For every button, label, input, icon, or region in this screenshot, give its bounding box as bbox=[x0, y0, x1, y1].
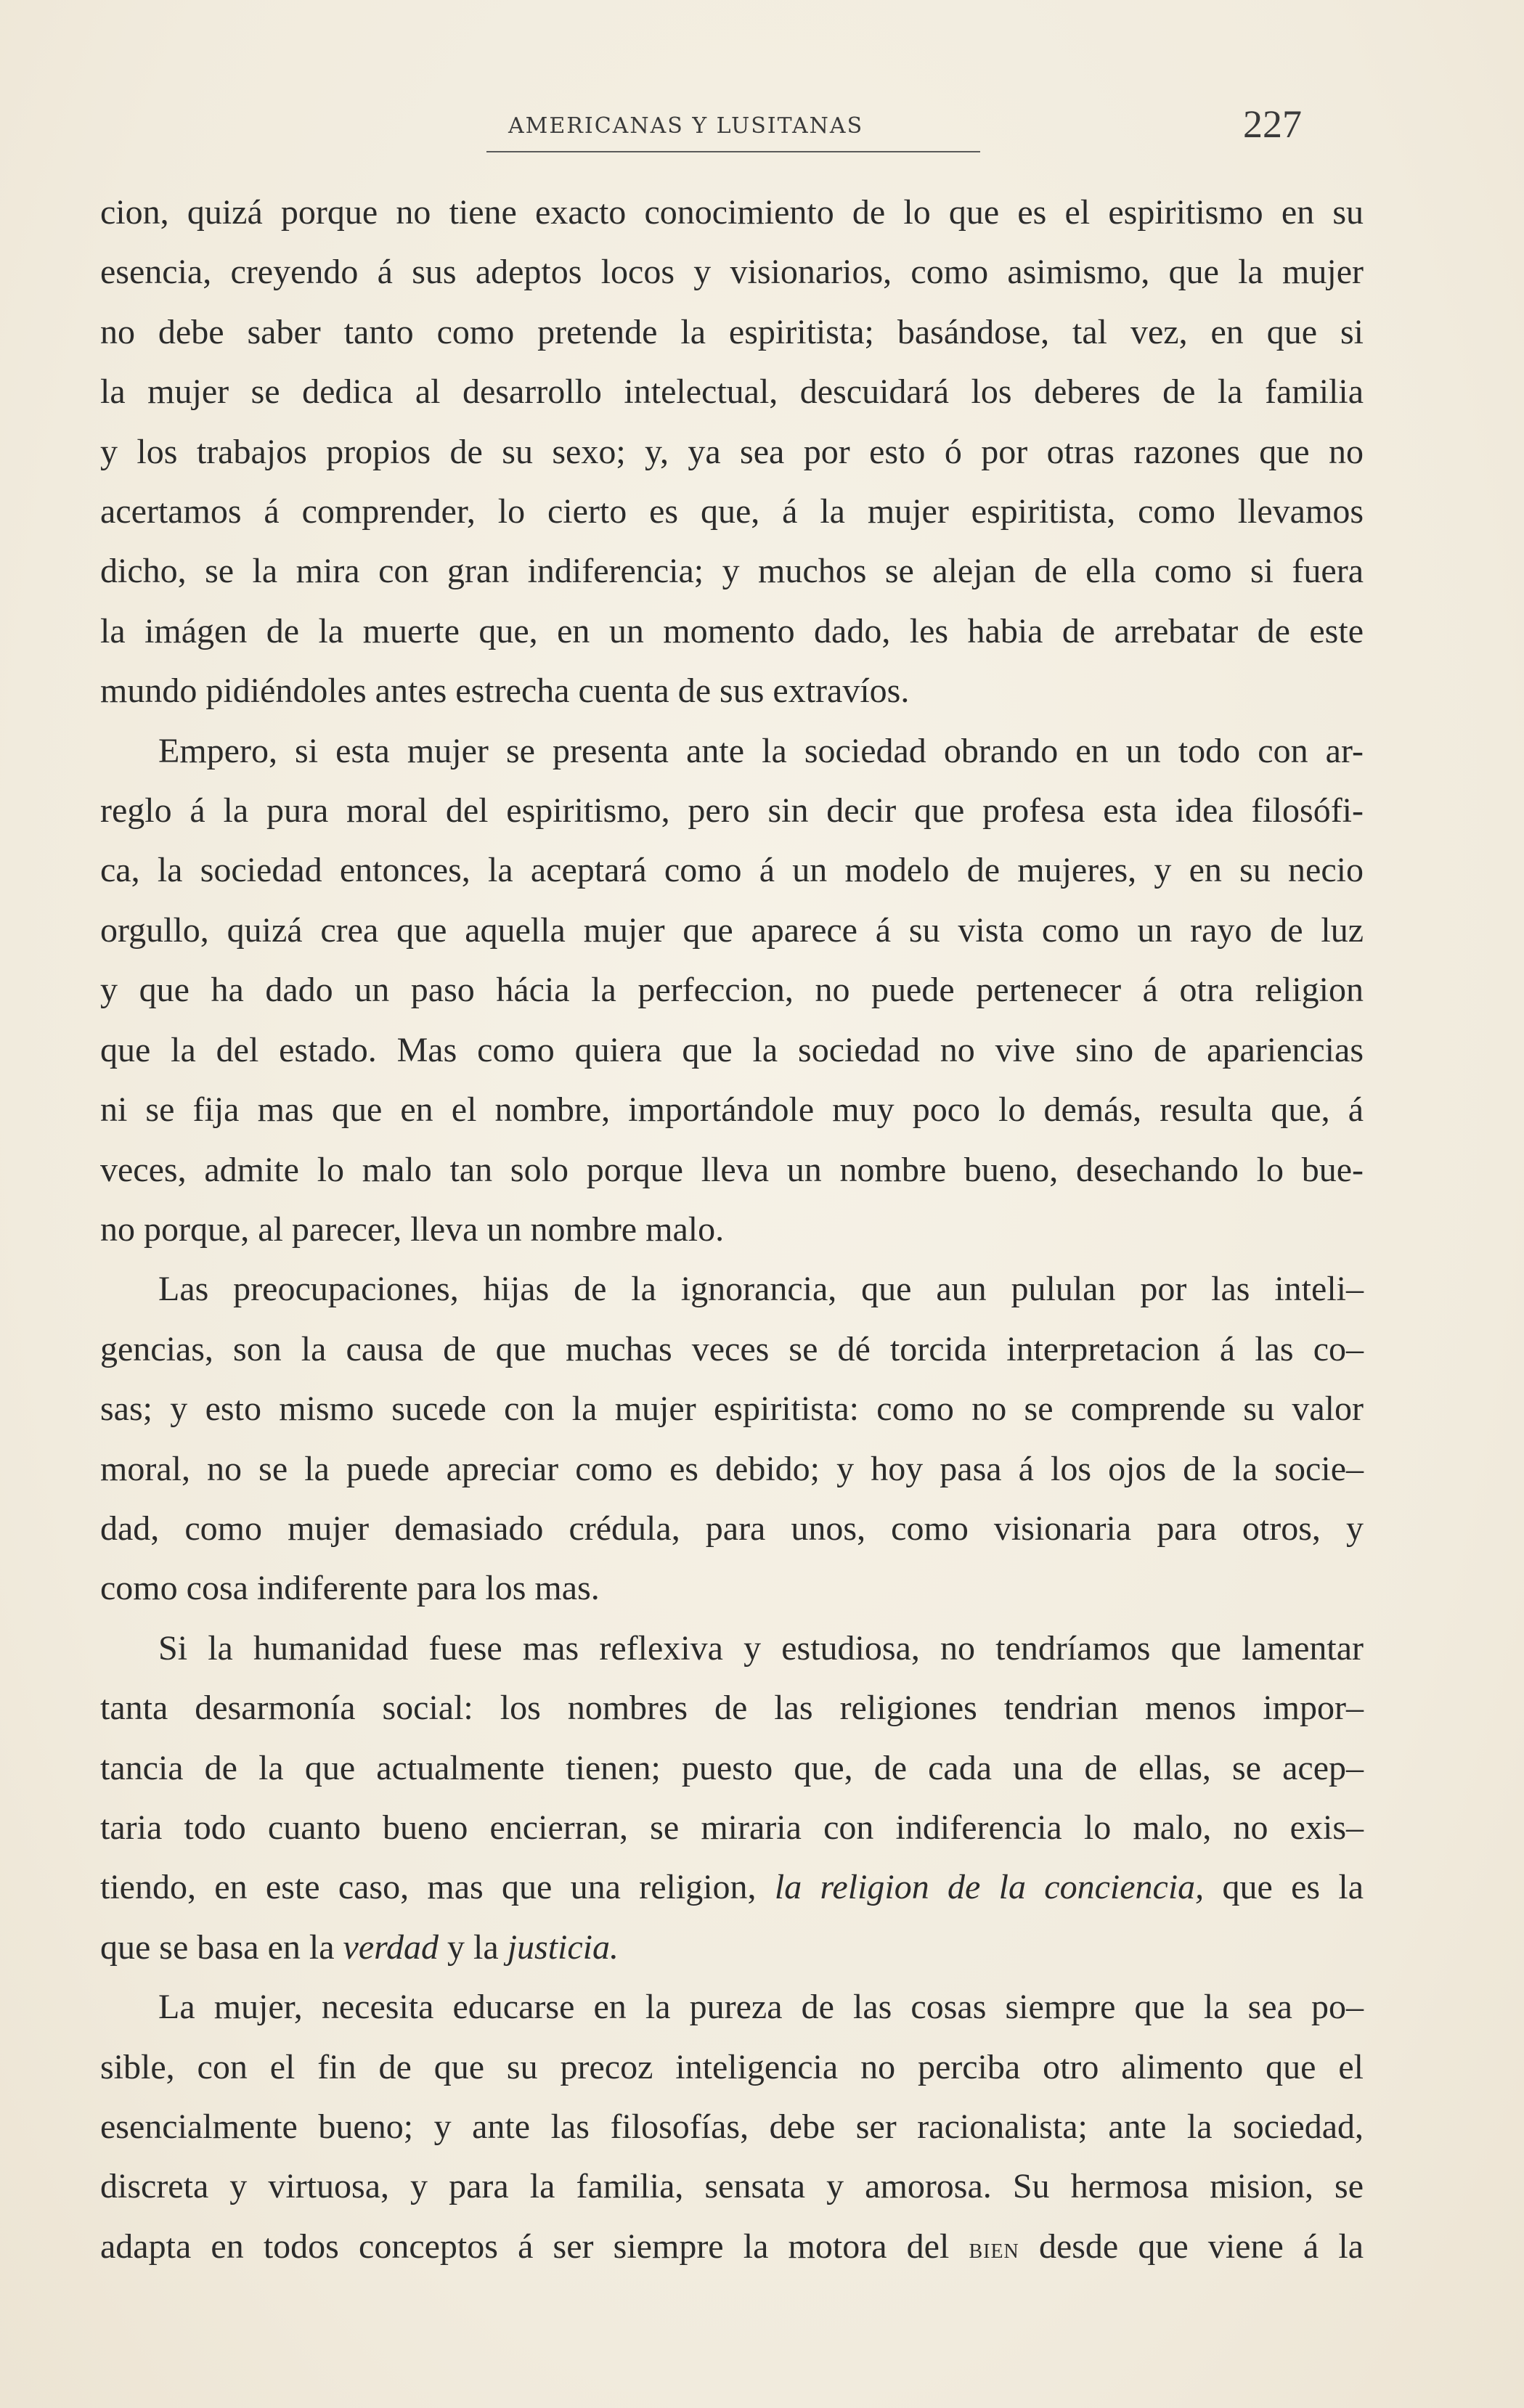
text-line: acertamos á comprender, lo cierto es que, á la mujer espiritista, como llevamos bbox=[100, 492, 1364, 531]
paragraph-5 bbox=[100, 1978, 1364, 2278]
text-line: como cosa indiferente para los mas. bbox=[100, 1569, 600, 1608]
text-line: taria todo cuanto bueno encierran, se miraria con indiferencia lo malo, no exis– bbox=[100, 1808, 1364, 1847]
text-line bbox=[100, 2217, 1364, 2278]
text-line: discreta y virtuosa, y para la familia, sensata y amorosa. Su hermosa mision, se bbox=[100, 2167, 1364, 2206]
paragraph-3 bbox=[100, 1260, 1364, 1618]
paragraph-2 bbox=[100, 722, 1364, 1260]
text-line: no porque, al parecer, lleva un nombre malo. bbox=[100, 1209, 725, 1249]
text-line: ni se fija mas que en el nombre, importándole muy poco lo demás, resulta que, á bbox=[100, 1090, 1364, 1130]
text-line: Empero, si esta mujer se presenta ante la sociedad obrando en un todo con ar- bbox=[158, 731, 1364, 770]
text-line: mundo pidiéndoles antes estrecha cuenta de sus extravíos. bbox=[100, 672, 910, 711]
text-line bbox=[100, 1858, 1364, 1917]
text-line: La mujer, necesita educarse en la pureza de las cosas siempre que la sea po– bbox=[158, 1988, 1364, 2027]
text-line: que la del estado. Mas como quiera que la sociedad no vive sino de apariencias bbox=[100, 1030, 1364, 1069]
text-line: esencialmente bueno; y ante las filosofías, debe ser racionalista; ante la sociedad, bbox=[100, 2107, 1364, 2146]
page-number: 227 bbox=[1243, 102, 1302, 146]
running-title: AMERICANAS Y LUSITANAS bbox=[508, 113, 864, 139]
italic-word: verdad bbox=[343, 1927, 439, 1967]
text-line: dicho, se la mira con gran indiferencia; y muchos se alejan de ella como si fuera bbox=[100, 552, 1364, 591]
paragraph-1 bbox=[100, 183, 1364, 722]
text-line: sas; y esto mismo sucede con la mujer espiritista: como no se comprende su valor bbox=[100, 1389, 1364, 1429]
text-line: la mujer se dedica al desarrollo intelectual, descuidará los deberes de la familia bbox=[100, 372, 1364, 412]
text-line: sible, con el fin de que su precoz inteligencia no perciba otro alimento que el bbox=[100, 2047, 1364, 2086]
italic-word: justicia. bbox=[507, 1927, 619, 1967]
text-run: y la bbox=[447, 1927, 499, 1967]
text-line: Las preocupaciones, hijas de la ignorancia, que aun pululan por las inteli– bbox=[158, 1270, 1364, 1309]
text-line: la imágen de la muerte que, en un momento dado, les habia de arrebatar de este bbox=[100, 611, 1364, 650]
text-run: que es la bbox=[1222, 1868, 1364, 1907]
text-line: gencias, son la causa de que muchas veces se dé torcida interpretacion á las co– bbox=[100, 1329, 1364, 1368]
text-line: orgullo, quizá crea que aquella mujer que aparece á su vista como un rayo de luz bbox=[100, 910, 1364, 950]
small-caps-word: bien bbox=[969, 2231, 1019, 2264]
body-text bbox=[100, 183, 1364, 2278]
italic-phrase: la religion de la conciencia, bbox=[774, 1868, 1205, 1907]
text-line: veces, admite lo malo tan solo porque lleva un nombre bueno, desechando lo bue- bbox=[100, 1150, 1364, 1189]
text-run: desde que viene á la bbox=[1038, 2227, 1364, 2266]
text-line: tancia de la que actualmente tienen; puesto que, de cada una de ellas, se acep– bbox=[100, 1748, 1364, 1787]
text-line: tanta desarmonía social: los nombres de las religiones tendrian menos impor– bbox=[100, 1689, 1364, 1728]
text-line: cion, quizá porque no tiene exacto conocimiento de lo que es el espiritismo en su bbox=[100, 193, 1364, 232]
text-line: Si la humanidad fuese mas reflexiva y estudiosa, no tendríamos que lamentar bbox=[158, 1628, 1364, 1668]
text-line: moral, no se la puede apreciar como es debido; y hoy pasa á los ojos de la socie– bbox=[100, 1449, 1364, 1488]
header-rule bbox=[486, 151, 980, 152]
text-run: adapta en todos conceptos á ser siempre la motora del bbox=[100, 2227, 950, 2266]
text-line: esencia, creyendo á sus adeptos locos y visionarios, como asimismo, que la mujer bbox=[100, 253, 1364, 292]
text-run: tiendo, en este caso, mas que una religion, bbox=[100, 1868, 757, 1907]
text-run: que se basa en la bbox=[100, 1927, 335, 1967]
text-line: y los trabajos propios de su sexo; y, ya sea por esto ó por otras razones que no bbox=[100, 432, 1364, 471]
page-header bbox=[0, 100, 1524, 158]
text-line: dad, como mujer demasiado crédula, para unos, como visionaria para otros, y bbox=[100, 1509, 1364, 1548]
text-line: y que ha dado un paso hácia la perfeccion, no puede pertenecer á otra religion bbox=[100, 971, 1364, 1010]
text-line: no debe saber tanto como pretende la espiritista; basándose, tal vez, en que si bbox=[100, 312, 1364, 351]
paragraph-4 bbox=[100, 1619, 1364, 1978]
text-line: ca, la sociedad entonces, la aceptará como á un modelo de mujeres, y en su necio bbox=[100, 851, 1364, 890]
text-line bbox=[100, 1918, 1364, 1978]
text-line: reglo á la pura moral del espiritismo, pero sin decir que profesa esta idea filosófi- bbox=[100, 791, 1364, 830]
